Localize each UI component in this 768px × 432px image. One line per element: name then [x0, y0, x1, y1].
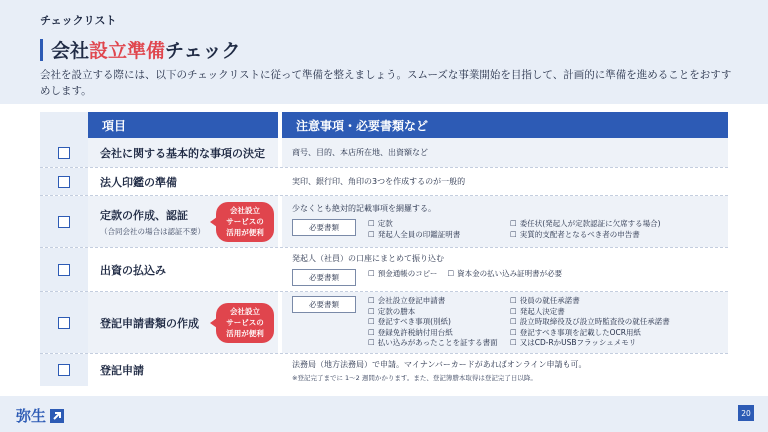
- brand-logo: [16, 405, 64, 426]
- doc-item: ☐ 実質的支配者となるべき者の申告書: [510, 230, 680, 241]
- doc-item: ☐ 発起人決定書: [510, 307, 680, 318]
- item-title: 出資の払込み: [100, 263, 166, 277]
- item-subtitle: （合同会社の場合は認証不要）: [100, 226, 205, 236]
- table-row: [40, 354, 728, 386]
- doc-item: ☐ 委任状(発起人が定款認証に欠席する場合): [510, 219, 680, 230]
- item-title: 法人印鑑の準備: [100, 175, 177, 189]
- page-title: [40, 36, 240, 63]
- badge-line: サービスの: [226, 318, 264, 327]
- doc-item: ☐ 資本金の払い込み証明書が必要: [447, 269, 562, 280]
- item-note: 実印、銀行印、角印の3つを作成するのが一般的: [292, 176, 466, 186]
- item-title: 登記申請書類の作成: [100, 316, 199, 330]
- row-checkbox[interactable]: [58, 264, 70, 276]
- row-checkbox[interactable]: [58, 176, 70, 188]
- item-note: 法務局（地方法務局）で申請。マイナンバーカードがあればオンライン申請も可。: [292, 359, 587, 369]
- logo-text: 弥生: [16, 407, 47, 425]
- doc-item: ☐ 役員の就任承諾書: [510, 296, 680, 307]
- table-header: [40, 112, 728, 138]
- row-checkbox[interactable]: [58, 147, 70, 159]
- doc-label: 必要書類: [292, 296, 356, 313]
- doc-item: ☐ 登記すべき事項を記載したOCR用紙: [510, 328, 680, 339]
- doc-label: 必要書類: [292, 269, 356, 286]
- service-badge[interactable]: [216, 303, 274, 343]
- eyebrow-label: チェックリスト: [40, 14, 117, 27]
- item-note: 発起人（社員）の口座にまとめて振り込む: [292, 254, 444, 263]
- header-note: 注意事項・必要書類など: [282, 112, 728, 138]
- row-checkbox[interactable]: [58, 317, 70, 329]
- doc-item: ☐ 設立時取締役及び設立時監査役の就任承諾書: [510, 317, 680, 328]
- required-docs: [292, 219, 718, 240]
- item-title: 登記申請: [100, 364, 144, 377]
- doc-item: ☐ 定款の謄本: [368, 307, 510, 318]
- row-checkbox[interactable]: [58, 364, 70, 376]
- table-row: [40, 168, 728, 196]
- badge-line: サービスの: [226, 217, 264, 226]
- table-row: [40, 196, 728, 248]
- table-row: [40, 138, 728, 168]
- doc-item: ☐ 定款: [368, 219, 510, 230]
- item-title: 定款の作成、認証: [100, 208, 188, 222]
- title-suffix: チェック: [165, 40, 241, 62]
- badge-line: 活用が便利: [226, 329, 264, 338]
- item-note: 商号、目的、本店所在地、出資額など: [292, 147, 428, 157]
- table-row: [40, 292, 728, 354]
- logo-arrow-icon: [50, 409, 64, 423]
- item-title: 会社に関する基本的な事項の決定: [100, 146, 265, 160]
- doc-item: ☐ 又はCD-RかUSBフラッシュメモリ: [510, 338, 680, 349]
- page-number: 20: [738, 405, 754, 421]
- checklist-table: [40, 112, 728, 386]
- doc-item: ☐ 預金通帳のコピー: [368, 269, 437, 280]
- table-row: [40, 248, 728, 292]
- doc-item: ☐ 払い込みがあったことを証する書面: [368, 338, 510, 349]
- service-badge[interactable]: [216, 202, 274, 242]
- badge-line: 会社設立: [230, 206, 260, 215]
- footer: [0, 396, 768, 432]
- required-docs: [292, 269, 718, 286]
- required-docs: [292, 296, 718, 349]
- doc-item: ☐ 登録免許税納付用台紙: [368, 328, 510, 339]
- header-check-column: [40, 112, 88, 138]
- badge-line: 活用が便利: [226, 228, 264, 237]
- title-accent-bar: [40, 39, 43, 61]
- item-footnote: ※登記完了までに 1〜2 週間かかります。また、登記簿謄本取得は登記完了日以降。: [292, 373, 537, 382]
- doc-label: 必要書類: [292, 219, 356, 236]
- title-prefix: 会社: [51, 40, 90, 62]
- item-note: 少なくとも絶対的記載事項を網羅する。: [292, 204, 436, 213]
- badge-line: 会社設立: [230, 307, 260, 316]
- intro-text: 会社を設立する際には、以下のチェックリストに従って準備を整えましょう。スムーズな事業開始を目指して、計画的に準備を進めることをおすすめします。: [40, 69, 732, 97]
- row-checkbox[interactable]: [58, 216, 70, 228]
- header-item: 項目: [88, 112, 278, 138]
- doc-item: ☐ 登記すべき事項(別紙): [368, 317, 510, 328]
- title-accent: 設立準備: [89, 40, 166, 62]
- doc-item: ☐ 発起人全員の印鑑証明書: [368, 230, 510, 241]
- doc-item: ☐ 会社設立登記申請書: [368, 296, 510, 307]
